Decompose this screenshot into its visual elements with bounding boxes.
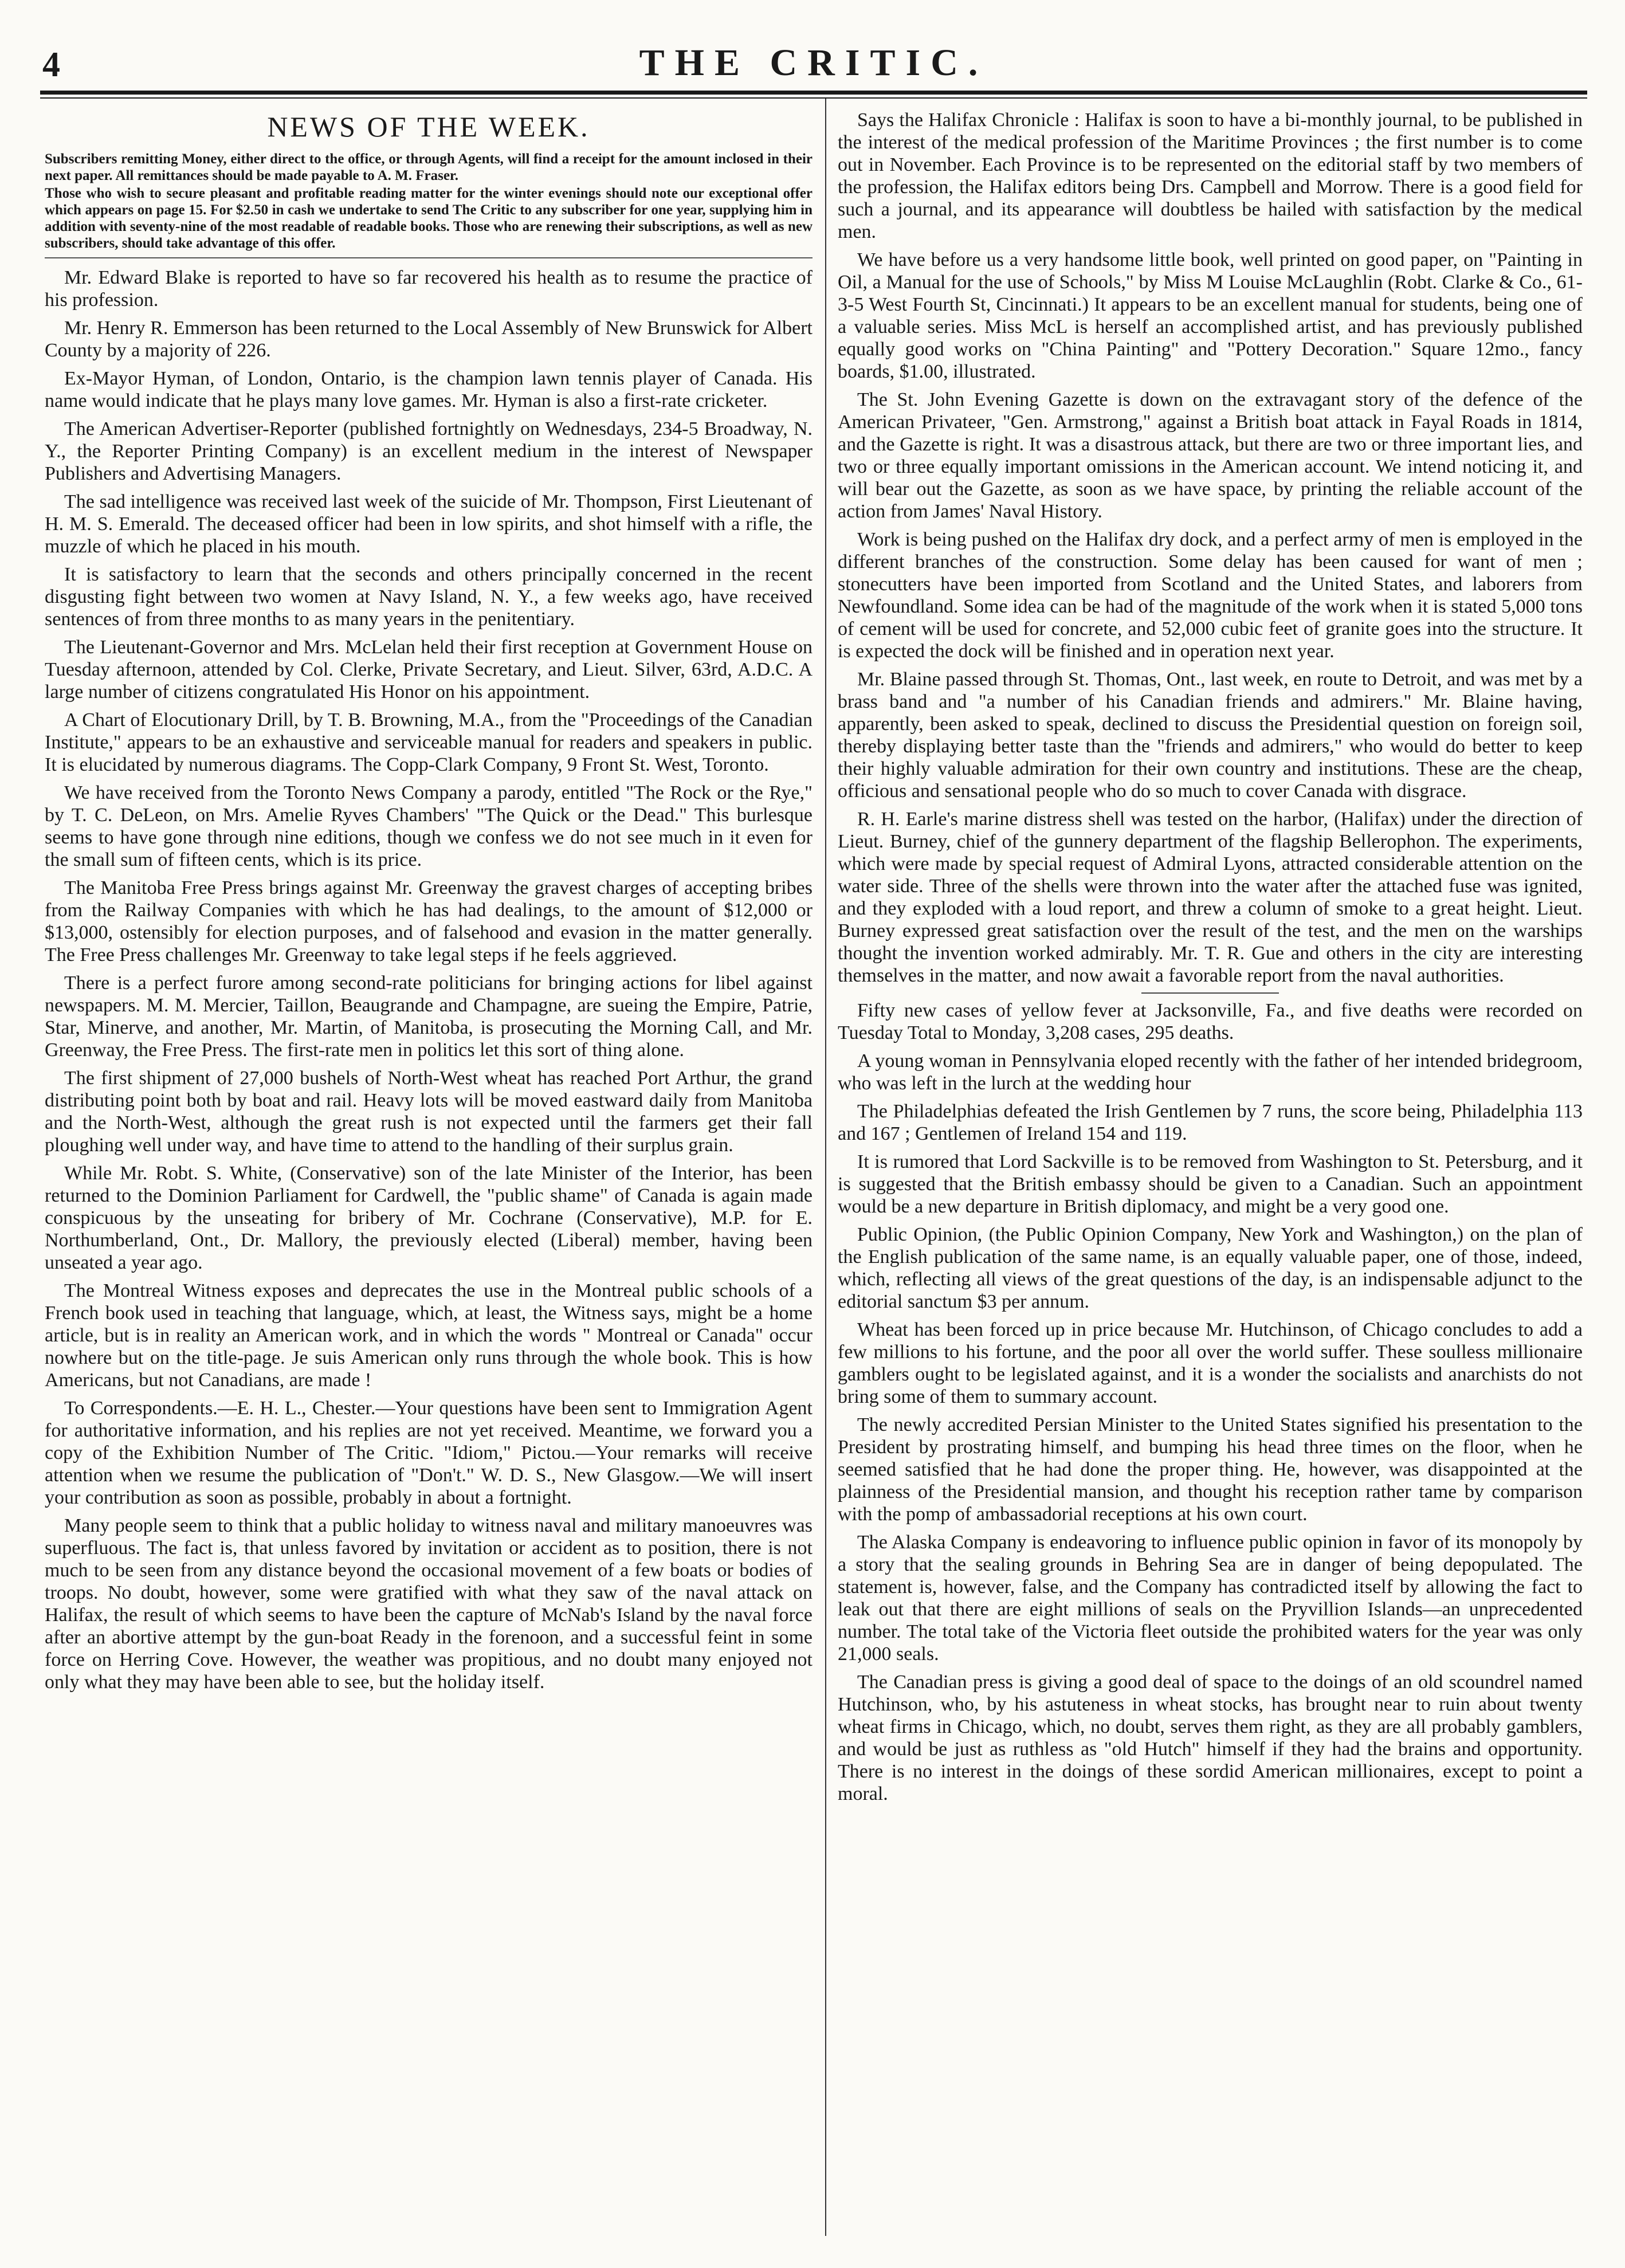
news-item: The first shipment of 27,000 bushels of North-West wheat has reached Port Arthur, the grand distributing point both by boat and rail. Heavy lots will be moved eastward daily from Manitoba and the North-West, although the great rush is not expected until the farmers get their fall ploughing well under way, and have time to attend to the handling of their surplus grain. bbox=[45, 1068, 813, 1156]
header-rule-thick bbox=[40, 91, 1587, 95]
news-item: Work is being pushed on the Halifax dry dock, and a perfect army of men is employed in the different branches of the construction. Some delay has been caused for want of men ; stonecutters have been imported from Scotland and the United States, and laborers from Newfoundland. Some idea can be had of the magnitude of the work when it is stated 5,000 tons of cement will be used for concrete, and 52,000 cubic feet of granite goes into the structure. It is expected the dock will be finished and in operation next year. bbox=[838, 529, 1583, 662]
section-title: NEWS OF THE WEEK. bbox=[267, 111, 590, 143]
news-item: The American Advertiser-Reporter (published fortnightly on Wednesdays, 234-5 Broadway, N. Y., the Reporter Printing Company) is an excellent medium in the interest of Newspaper Publishers and Advertising Managers. bbox=[45, 418, 813, 484]
news-item: The Manitoba Free Press brings against Mr. Greenway the gravest charges of accepting bribes from the Railway Companies with which he has had dealings, to the amount of $12,000 or $13,000, ostensibly for election purposes, and of falsehood and evasion in the matter generally. The Free Press challenges Mr. Greenway to take legal steps if he feels aggrieved. bbox=[45, 877, 813, 966]
column-divider bbox=[825, 99, 826, 2236]
subscriber-notice: Subscribers remitting Money, either direct to the office, or through Agents, will find a receipt for the amount inclosed in their next paper. All remittances should be made payable to A. M. Fraser. bbox=[45, 151, 813, 183]
notice-divider bbox=[45, 257, 813, 258]
correspondents-item: To Correspondents.—E. H. L., Chester.—Your questions have been sent to Immigration Agent for authoritative information, and his replies are not yet received. Meantime, we forward you a copy of the Exhibition Number of The Critic. "Idiom," Pictou.—Your remarks will receive attention when we resume the publication of "Don't." W. D. S., New Glasgow.—We will insert your contribution as soon as possible, probably in about a fortnight. bbox=[45, 1398, 813, 1508]
left-column bbox=[45, 109, 813, 2252]
masthead: THE CRITIC. bbox=[639, 42, 988, 84]
news-item: The Philadelphias defeated the Irish Gentlemen by 7 runs, the score being, Philadelphia 113 and 167 ; Gentlemen of Ireland 154 and 119. bbox=[838, 1101, 1583, 1144]
news-item: While Mr. Robt. S. White, (Conservative) son of the late Minister of the Interior, has been returned to the Dominion Parliament for Cardwell, the "public shame" of Canada is again made conspicuous by the unseating for bribery of Mr. Cochrane (Conservative), M.P. for E. Northumberland, Ont., Dr. Mallory, the previously elected (Liberal) member, having been unseated a year ago. bbox=[45, 1163, 813, 1273]
news-item: A Chart of Elocutionary Drill, by T. B. Browning, M.A., from the "Proceedings of the Canadian Institute," appears to be an exhaustive and serviceable manual for readers and speakers in public. It is elucidated by numerous diagrams. The Copp-Clark Company, 9 Front St. West, Toronto. bbox=[45, 709, 813, 775]
news-item: We have received from the Toronto News Company a parody, entitled "The Rock or the Rye," by T. C. DeLeon, on Mrs. Amelie Ryves Chambers' "The Quick or the Dead." This burlesque seems to have gone through nine editions, though we confess we do not see much in it even for the small sum of fifteen cents, which is its price. bbox=[45, 782, 813, 870]
news-item: Many people seem to think that a public holiday to witness naval and military manoeuvres was superfluous. The fact is, that unless favored by invitation or accident as to position, there is not much to be seen from any distance beyond the occasional movement of a few boats or bodies of troops. No doubt, however, some were gratified with what they saw of the naval attack on Halifax, the result of which seems to have been the capture of McNab's Island by the naval force after an abortive attempt by the gun-boat Ready in the forenoon, and a successful feint in some force on Herring Cove. However, the weather was propitious, and no doubt many enjoyed not only what they may have been able to see, but the holiday itself. bbox=[45, 1515, 813, 1693]
page-number: 4 bbox=[42, 45, 60, 84]
subscriber-notice: Those who wish to secure pleasant and profitable reading matter for the winter evenings should note our exceptional offer which appears on page 15. For $2.50 in cash we undertake to send The Critic to any subscriber for one year, supplying him in addition with seventy-nine of the most readable of readable books. Those who are renewing their subscriptions, as well as new subscribers, should take advantage of this offer. bbox=[45, 186, 813, 251]
news-item: Mr. Henry R. Emmerson has been returned to the Local Assembly of New Brunswick for Albert County by a majority of 226. bbox=[45, 317, 813, 361]
news-item: Mr. Blaine passed through St. Thomas, Ont., last week, en route to Detroit, and was met by a brass band and "a number of his Canadian friends and admirers." Mr. Blaine having, apparently, been asked to speak, declined to discuss the Presidential question on foreign soil, thereby displaying better taste than the "friends and admirers," who would do better to keep their highly valuable admiration for their own country and institutions. These are the cheap, officious and sensational people who do so much to cover Canada with disgrace. bbox=[838, 669, 1583, 802]
news-item: Public Opinion, (the Public Opinion Company, New York and Washington,) on the plan of the English publication of the same name, is an equally valuable paper, one of those, indeed, which, reflecting all views of the great questions of the day, is an indispensable adjunct to the editorial sanctum $3 per annum. bbox=[838, 1224, 1583, 1312]
right-column bbox=[838, 109, 1583, 2252]
news-item: Fifty new cases of yellow fever at Jacksonville, Fa., and five deaths were recorded on Tuesday Total to Monday, 3,208 cases, 295 deaths. bbox=[838, 1000, 1583, 1043]
news-item: Ex-Mayor Hyman, of London, Ontario, is the champion lawn tennis player of Canada. His name would indicate that he plays many love games. Mr. Hyman is also a first-rate cricketer. bbox=[45, 368, 813, 411]
news-item: There is a perfect furore among second-rate politicians for bringing actions for libel against newspapers. M. M. Mercier, Taillon, Beaugrande and Champagne, are sueing the Empire, Patrie, Star, Minerve, and another, Mr. Martin, of Manitoba, is prosecuting the Morning Call, and Mr. Greenway, the Free Press. The first-rate men in politics let this sort of thing alone. bbox=[45, 972, 813, 1061]
news-item: Wheat has been forced up in price because Mr. Hutchinson, of Chicago concludes to add a few millions to his fortune, and the poor all over the world suffer. These soulless millionaire gamblers ought to be legislated against, and it is a wonder the socialists and anarchists do not bring some of them to summary account. bbox=[838, 1319, 1583, 1407]
news-item: The St. John Evening Gazette is down on the extravagant story of the defence of the American Privateer, "Gen. Armstrong," against a British boat attack in Fayal Roads in 1814, and the Gazette is right. It was a disastrous attack, but there are two or three important lies, and two or three equally important omissions in the American account. We intend noticing it, and will bear out the Gazette, as soon as we have space, by printing the reliable account of the action from James' Naval History. bbox=[838, 389, 1583, 522]
item-separator bbox=[1141, 992, 1279, 994]
news-item: R. H. Earle's marine distress shell was tested on the harbor, (Halifax) under the direction of Lieut. Burney, chief of the gunnery department of the flagship Bellerophon. The experiments, which were made by special request of Admiral Lyons, attracted considerable attention on the water side. Three of the shells were thrown into the water after the attached fuse was ignited, and they exploded with a loud report, and threw a column of smoke to a great height. Lieut. Burney expressed great satisfaction over the result of the test, and the men on the warships thought the invention worked admirably. Mr. T. R. Gue and others in the city are interesting themselves in the matter, and now await a favorable report from the naval authorities. bbox=[838, 809, 1583, 986]
news-item: We have before us a very handsome little book, well printed on good paper, on "Painting in Oil, a Manual for the use of Schools," by Miss M Louise McLaughlin (Robt. Clarke & Co., 61-3-5 West Fourth St, Cincinnati.) It appears to be an excellent manual for students, being one of a valuable series. Miss McL is herself an accomplished artist, and has previously published equally good works on "China Painting" and "Pottery Decoration." Square 12mo., fancy boards, $1.00, illustrated. bbox=[838, 249, 1583, 382]
page-header bbox=[40, 40, 1587, 92]
news-item: The sad intelligence was received last week of the suicide of Mr. Thompson, First Lieutenant of H. M. S. Emerald. The deceased officer had been in low spirits, and shot himself with a rifle, the muzzle of which he placed in his mouth. bbox=[45, 491, 813, 557]
news-item: It is rumored that Lord Sackville is to be removed from Washington to St. Petersburg, and it is suggested that the British embassy should be given to a Canadian. Such an appointment would be a new departure in British diplomacy, and might be a very good one. bbox=[838, 1151, 1583, 1217]
news-item: The newly accredited Persian Minister to the United States signified his presentation to the President by prostrating himself, and bumping his head three times on the floor, when he seemed satisfied that he had done the proper thing. He, however, was disappointed at the plainness of the Presidential mansion, and thought his reception rather tame by comparison with the pomp of ambassadorial receptions at his own court. bbox=[838, 1414, 1583, 1525]
header-rule-thin bbox=[40, 97, 1587, 99]
news-item: The Canadian press is giving a good deal of space to the doings of an old scoundrel named Hutchinson, who, by his astuteness in wheat stocks, has brought near to ruin about twenty wheat firms in Chicago, which, no doubt, serves them right, as they are all probably gamblers, and would be just as ruthless as "old Hutch" himself if they had the brains and opportunity. There is no interest in the doings of these sordid American millionaires, except to point a moral. bbox=[838, 1671, 1583, 1804]
news-item: The Alaska Company is endeavoring to influence public opinion in favor of its monopoly by a story that the sealing grounds in Behring Sea are in danger of being depopulated. The statement is, however, false, and the Company has contradicted itself by allowing the fact to leak out that there are eight millions of seals on the Pryvillion Islands—an unprecedented number. The total take of the Victoria fleet outside the prohibited waters for the year was only 21,000 seals. bbox=[838, 1532, 1583, 1665]
news-item: Mr. Edward Blake is reported to have so far recovered his health as to resume the practice of his profession. bbox=[45, 267, 813, 311]
news-item: The Lieutenant-Governor and Mrs. McLelan held their first reception at Government House on Tuesday afternoon, attended by Col. Clerke, Private Secretary, and Lieut. Silver, 63rd, A.D.C. A large number of citizens congratulated His Honor on his appointment. bbox=[45, 637, 813, 703]
news-item: Says the Halifax Chronicle : Halifax is soon to have a bi-monthly journal, to be published in the interest of the medical profession of the Maritime Provinces ; the first number is to come out in November. Each Province is to be represented on the editorial staff by two members of the profession, the Halifax editors being Drs. Campbell and Morrow. There is a good field for such a journal, and its appearance will doubtless be hailed with satisfaction by the medical men. bbox=[838, 109, 1583, 242]
news-item: The Montreal Witness exposes and deprecates the use in the Montreal public schools of a French book used in teaching that language, which, at least, the Witness says, might be a home article, but is in reality an American work, and in which the words " Montreal or Canada" occur nowhere but on the title-page. Je suis American only runs through the whole book. This is how Americans, but not Canadians, are made ! bbox=[45, 1280, 813, 1391]
news-item: It is satisfactory to learn that the seconds and others principally concerned in the recent disgusting fight between two women at Navy Island, N. Y., a few weeks ago, have received sentences of from three months to as many years in the penitentiary. bbox=[45, 564, 813, 630]
news-item: A young woman in Pennsylvania eloped recently with the father of her intended bridegroom, who was left in the lurch at the wedding hour bbox=[838, 1050, 1583, 1094]
